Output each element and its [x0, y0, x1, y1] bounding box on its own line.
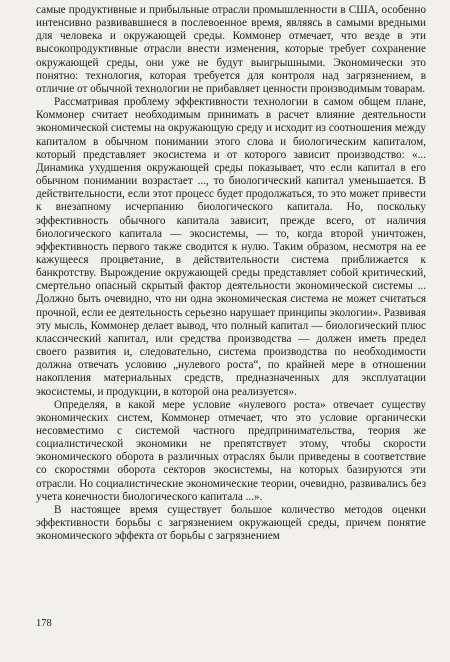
page-number: 178 [36, 618, 52, 629]
paragraph-1: самые продуктивные и прибыльные отрасли промышленности в США, особенно интенсивно развивавшиеся в послевоенное время, являясь в самыми вредными для человека и окружающей среды. Коммонер отмечает, что везде в эти высокопродуктивные отрасли внести изменения, которые требует сохранение окружающей среды, они уже не будут выигрышными. Экономически это понятно: технология, которая требуется для контроля над загрязнением, в отличие от обычной технологии не прибавляет ценности производимым товарам. [36, 4, 426, 95]
paragraph-3: Определяя, в какой мере условие «нулевого роста» отвечает существу экономических систем, Коммонер отмечает, что это условие органически несовместимо с системой частного предпринимательства, теория же социалистической экономики не препятствует этому, чтобы скорости экономического оборота в различных отраслях были приведены в соответствие со скоростями оборота секторов экосистемы, на которых базируются эти отрасли. Но социалистические экономические теории, очевидно, развивались без учета конечности биологического капитала ...». [36, 398, 426, 503]
paragraph-4: В настоящее время существует большое количество методов оценки эффективности борьбы с загрязнением окружающей среды, причем понятие экономического эффекта от борьбы с загрязнением [36, 503, 426, 543]
paragraph-2: Рассматривая проблему эффективности технологии в самом общем плане, Коммонер считает необходимым принимать в расчет влияние деятельности экономической системы на окружающую среду и исходит из соотношения между капиталом в обычном понимании этого слова и биологическим капиталом, который представляет экосистема и от которого зависит производство: «... Динамика ухудшения окружающей среды показывает, что если капитал в его обычном понимании возрастает ..., то биологический капитал уменьшается. В действительности, если этот процесс будет продолжаться, то это может привести к внезапному исчерпанию биологического капитала. Но, поскольку эффективность обычного капитала зависит, прежде всего, от наличия биологического капитала — экосистемы, — то, когда второй уничтожен, эффективность первого также сводится к нулю. Таким образом, несмотря на ее кажущееся процветание, в действительности система приближается к банкротству. Вырождение окружающей среды представляет собой критический, смертельно опасный скрытый фактор деятельности экономической системы ... Должно быть очевидно, что ни одна экономическая система не может считаться прочной, если ее деятельность серьезно нарушает принципы экологии». Развивая эту мысль, Коммонер делает вывод, что полный капитал — биологический плюс классический капитал, или средства производства — должен иметь предел своего развития и, следовательно, система производства по необходимости должна отвечать условию „нулевого роста“, по крайней мере в отношении накопления материальных средств, предназначенных для эксплуатации экосистемы, и продукции, в которой она реализуется». [36, 96, 426, 398]
page-body-text [36, 4, 426, 543]
